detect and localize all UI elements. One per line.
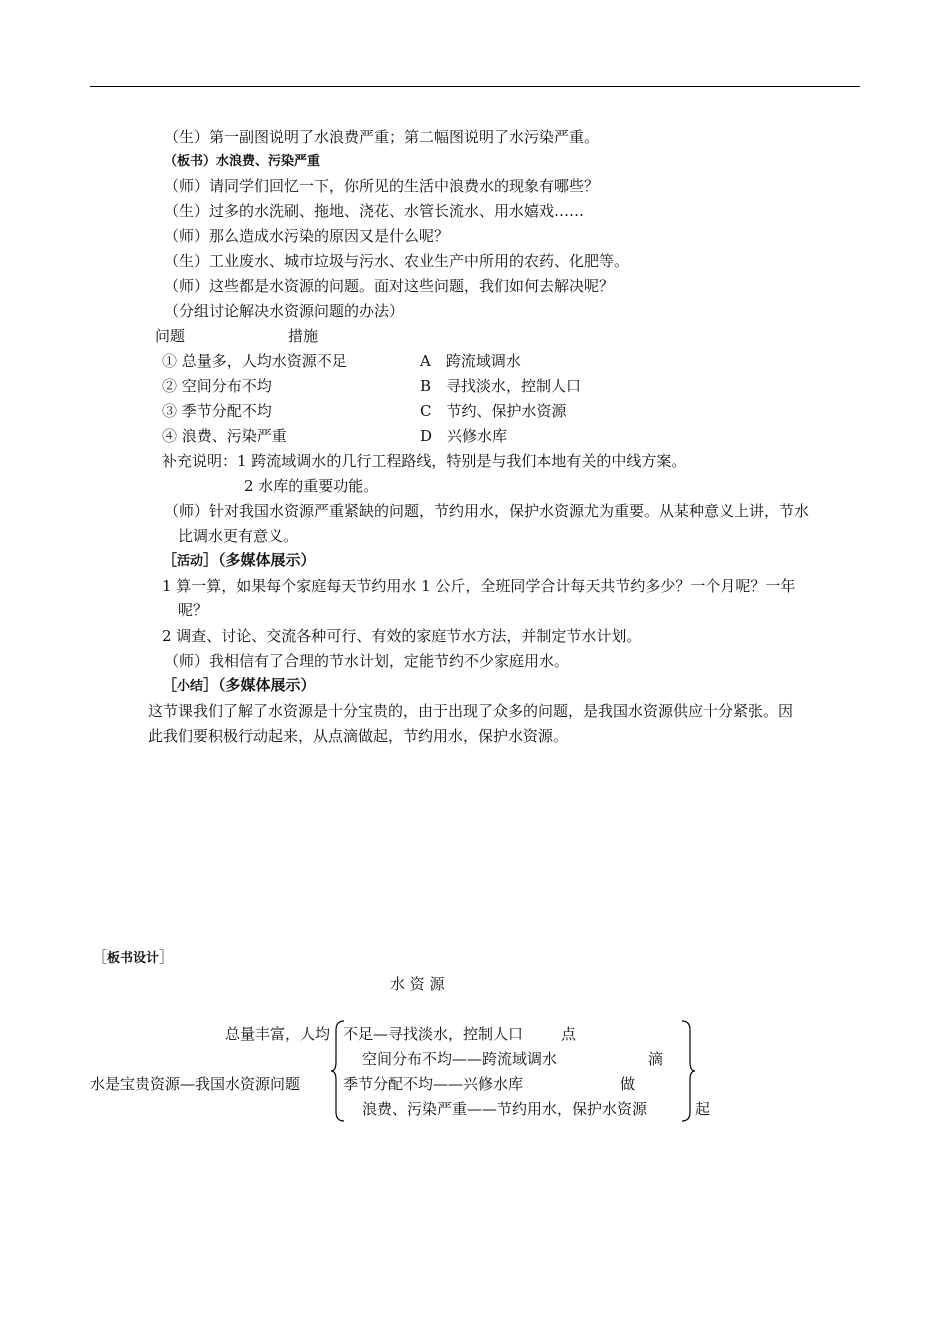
dialogue-line: （生）第一副图说明了水浪费严重；第二幅图说明了水污染严重。 — [164, 128, 600, 146]
dialogue-line: （师）请同学们回忆一下，你所见的生活中浪费水的现象有哪些？ — [164, 177, 600, 195]
activity-item: 2 调查、讨论、交流各种可行、有效的家庭节水方法，并制定节水计划。 — [162, 627, 642, 645]
board-note: （板书）水浪费、污染严重 — [164, 154, 321, 169]
dialogue-line: （生）过多的水洗刷、拖地、浇花、水管长流水、用水嬉戏…… — [164, 202, 585, 220]
activity-heading: ［活动］（多媒体展示） — [162, 551, 316, 569]
dialogue-line: （师）这些都是水资源的问题。面对这些问题，我们如何去解决呢？ — [164, 277, 615, 295]
board-row: 空间分布不均——跨流域调水 — [362, 1050, 558, 1068]
table-header-problem: 问题 — [155, 327, 186, 345]
board-right-char: 做 — [620, 1075, 636, 1093]
activity-item: 1 算一算，如果每个家庭每天节约用水 1 公斤，全班同学合计每天共节约多少？一个月呢？一年 — [162, 577, 796, 595]
board-title: 水 资 源 — [390, 975, 445, 993]
activity-item: 呢？ — [178, 601, 209, 619]
activity-heading-suffix: （多媒体展示） — [218, 551, 316, 569]
summary-heading: ［小结］（多媒体展示） — [162, 676, 316, 694]
board-left-top: 总量丰富，人均 — [225, 1025, 331, 1043]
problem-item: ② 空间分布不均 — [162, 377, 272, 395]
problem-item: ① 总量多，人均水资源不足 — [162, 352, 347, 370]
teacher-note: （师）针对我国水资源严重紧缺的问题，节约用水，保护水资源尤为重要。从某种意义上讲，节水 — [164, 502, 810, 520]
board-tag: 板书设计 — [107, 951, 160, 966]
dialogue-line: （生）工业废水、城市垃圾与污水、农业生产中所用的农药、化肥等。 — [164, 252, 630, 270]
board-heading: ［板书设计］ — [92, 948, 175, 966]
supplement-line: 补充说明：1 跨流域调水的几行工程路线，特别是与我们本地有关的中线方案。 — [162, 452, 687, 470]
right-brace-icon — [680, 1020, 696, 1122]
board-right-char: 起 — [695, 1100, 711, 1118]
measure-item: D 兴修水库 — [420, 427, 508, 445]
summary-heading-suffix: （多媒体展示） — [218, 676, 316, 694]
header-rule — [90, 86, 860, 87]
board-row: 不足—寻找淡水，控制人口 — [343, 1025, 524, 1043]
summary-line: 这节课我们了解了水资源是十分宝贵的，由于出现了众多的问题，是我国水资源供应十分紧张。因 — [148, 702, 794, 720]
activity-teacher: （师）我相信有了合理的节水计划，定能节约不少家庭用水。 — [164, 652, 570, 670]
teacher-note: 比调水更有意义。 — [178, 527, 299, 545]
board-row: 浪费、污染严重——节约用水，保护水资源 — [362, 1100, 648, 1118]
board-row: 季节分配不均——兴修水库 — [343, 1075, 524, 1093]
dialogue-line: （师）那么造成水污染的原因又是什么呢？ — [164, 227, 450, 245]
problem-item: ④ 浪费、污染严重 — [162, 427, 287, 445]
problem-item: ③ 季节分配不均 — [162, 402, 272, 420]
measure-item: A 跨流域调水 — [420, 352, 521, 370]
dialogue-line: （分组讨论解决水资源问题的办法） — [164, 302, 405, 320]
board-right-char: 点 — [561, 1025, 577, 1043]
summary-line: 此我们要积极行动起来，从点滴做起，节约用水，保护水资源。 — [148, 727, 569, 745]
summary-tag: 小结 — [177, 679, 204, 694]
board-left-main: 水是宝贵资源—我国水资源问题 — [90, 1075, 301, 1093]
activity-tag: 活动 — [177, 554, 204, 569]
board-right-char: 滴 — [648, 1050, 664, 1068]
table-header-measure: 措施 — [288, 327, 319, 345]
measure-item: C 节约、保护水资源 — [420, 402, 567, 420]
supplement-line: 2 水库的重要功能。 — [244, 477, 379, 495]
measure-item: B 寻找淡水，控制人口 — [420, 377, 582, 395]
